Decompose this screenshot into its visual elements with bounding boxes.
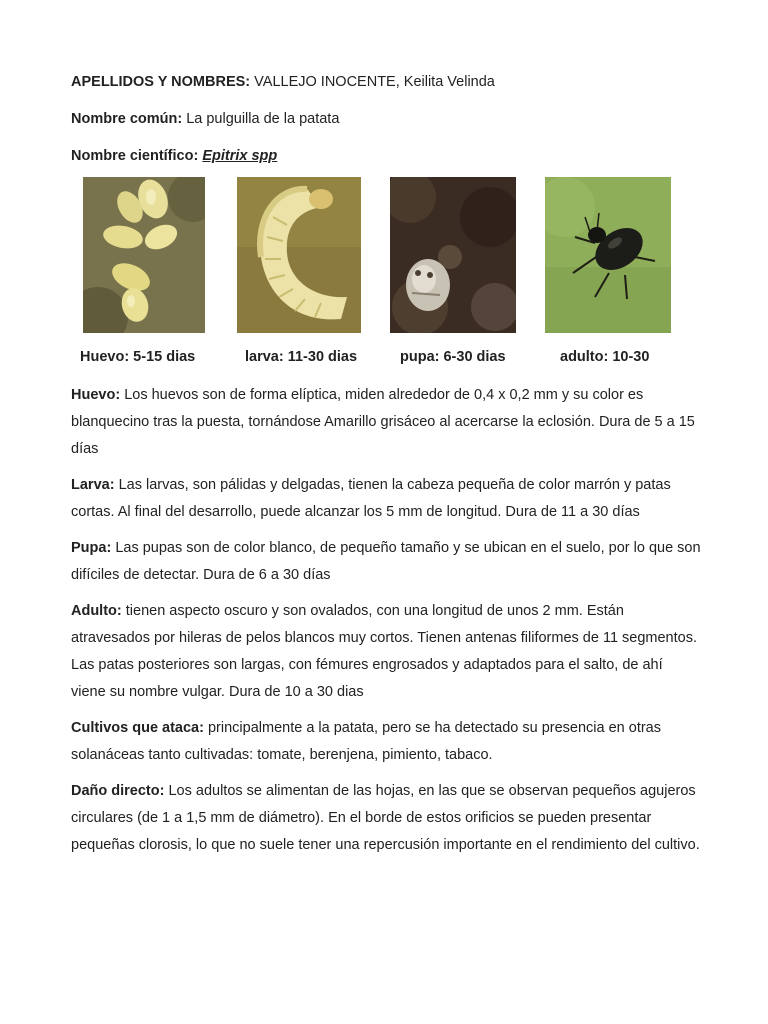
- larva-photo: [237, 177, 361, 333]
- life-stage-images: [0, 177, 701, 337]
- scientific-name-line: [71, 146, 701, 166]
- crops-label: Cultivos que ataca:: [71, 720, 204, 736]
- egg-photo: [83, 177, 205, 333]
- document-page: [71, 72, 701, 859]
- adult-caption: adulto: 10-30: [560, 349, 650, 365]
- pupa-label: Pupa:: [71, 540, 112, 556]
- name-line: [71, 72, 701, 92]
- scientific-name-value: Epitrix spp: [202, 148, 278, 164]
- stage-captions: [0, 349, 701, 371]
- larva-caption: larva: 11-30 dias: [245, 349, 358, 365]
- egg-text: Los huevos son de forma elíptica, miden alrededor de 0,4 x 0,2 mm y su color es blanquecino tras la puesta, tornándose Amarillo grisáceo al acercarse la eclosión. Dura de 5 a 15 días: [71, 387, 695, 457]
- larva-paragraph: [71, 472, 701, 526]
- common-name-value: La pulguilla de la patata: [186, 111, 340, 127]
- adult-paragraph: [71, 598, 701, 706]
- damage-text: Los adultos se alimentan de las hojas, en las que se observan pequeños agujeros circulares (de 1 a 1,5 mm de diámetro). En el borde de estos orificios se pueden presentar pequeñas clorosis, lo que no suele tener una repercusión importante en el rendimiento del cultivo.: [71, 783, 700, 853]
- pupa-text: Las pupas son de color blanco, de pequeño tamaño y se ubican en el suelo, por lo que son difíciles de detectar. Dura de 6 a 30 días: [71, 540, 701, 583]
- scientific-name-label: Nombre científico:: [71, 148, 199, 164]
- larva-label: Larva:: [71, 477, 115, 493]
- adult-label: Adulto:: [71, 603, 122, 619]
- egg-label: Huevo:: [71, 387, 121, 403]
- common-name-line: [71, 109, 701, 129]
- pupa-paragraph: [71, 535, 701, 589]
- adult-photo: [545, 177, 671, 333]
- damage-label: Daño directo:: [71, 783, 165, 799]
- pupa-photo: [390, 177, 516, 333]
- pupa-caption: pupa: 6-30 dias: [400, 349, 506, 365]
- name-value: VALLEJO INOCENTE, Keilita Velinda: [254, 74, 495, 90]
- adult-text: tienen aspecto oscuro y son ovalados, con una longitud de unos 2 mm. Están atravesados por hileras de pelos blancos muy cortos. Tienen antenas filiformes de 11 segmentos. Las patas posteriores son largas, con fémures engrosados y adaptados para el salto, de ahí viene su nombre vulgar. Dura de 10 a 30 dias: [71, 603, 697, 700]
- crops-paragraph: [71, 715, 701, 769]
- name-label: APELLIDOS Y NOMBRES:: [71, 74, 251, 90]
- larva-text: Las larvas, son pálidas y delgadas, tienen la cabeza pequeña de color marrón y patas cortas. Al final del desarrollo, puede alcanzar los 5 mm de longitud. Dura de 11 a 30 días: [71, 477, 671, 520]
- egg-caption: Huevo: 5-15 dias: [80, 349, 196, 365]
- crops-text: principalmente a la patata, pero se ha detectado su presencia en otras solanáceas tanto cultivadas: tomate, berenjena, pimiento, tabaco.: [71, 720, 661, 763]
- common-name-label: Nombre común:: [71, 111, 183, 127]
- egg-paragraph: [71, 382, 701, 463]
- damage-paragraph: [71, 778, 701, 859]
